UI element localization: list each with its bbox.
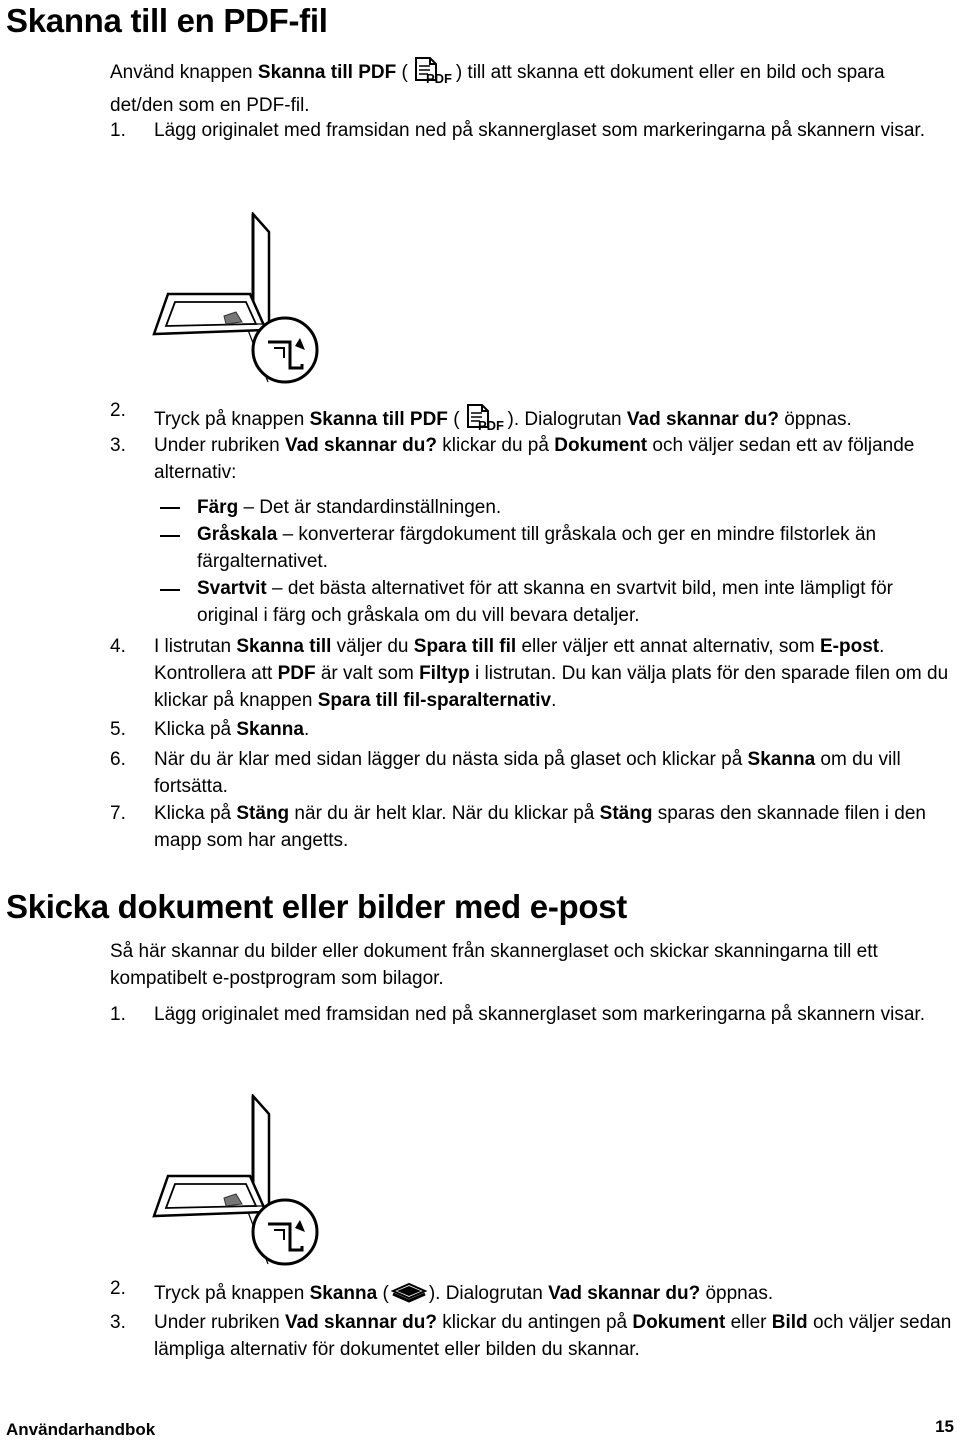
step-text: Under rubriken Vad skannar du? klickar du antingen på Dokument eller Bild och väljer sedan lämpliga alternativ för dokumentet eller bilden du skannar. — [154, 1312, 952, 1360]
section-title-email: Skicka dokument eller bilder med e-post — [6, 888, 627, 925]
page-number: 15 — [935, 1417, 954, 1436]
step-number: 2. — [110, 1278, 126, 1299]
step-number: 4. — [110, 636, 126, 657]
step-text: När du är klar med sidan lägger du nästa sida på glaset och klickar på Skanna om du vill fortsätta. — [154, 749, 901, 797]
step-number: 7. — [110, 803, 126, 824]
step-text: Lägg originalet med framsidan ned på skannerglaset som markeringarna på skannern visar. — [154, 1004, 925, 1025]
step-text: Klicka på Skanna. — [154, 719, 310, 740]
intro-paragraph: Så här skannar du bilder eller dokument från skannerglaset och skickar skanningarna till ett kompatibelt e-postprogram som bilagor. — [110, 941, 878, 989]
option-graskala: Gråskala – konverterar färgdokument till gråskala och ger en mindre filstorlek än färgalternativet. — [197, 524, 877, 572]
bullet-dash — [160, 535, 180, 537]
step-text: I listrutan Skanna till väljer du Spara till fil eller väljer ett annat alternativ, som E-post. Kontrollera att PDF är valt som Filtyp i listrutan. Du kan välja plats för den sparade filen om du klickar på knappen Spara till fil-sparalternativ. — [154, 636, 949, 711]
step-number: 5. — [110, 719, 126, 740]
step-number: 1. — [110, 120, 126, 141]
step-text: Klicka på Stäng när du är helt klar. När du klickar på Stäng sparas den skannade filen i den mapp som har angetts. — [154, 803, 927, 851]
option-svartvit: Svartvit – det bästa alternativet för att skanna en svartvit bild, men inte lämpligt för original i färg och gråskala om du vill bevara detaljer. — [197, 578, 893, 626]
step-number: 1. — [110, 1004, 126, 1025]
option-farg: Färg – Det är standardinställningen. — [197, 497, 502, 518]
step-text: Under rubriken Vad skannar du? klickar du på Dokument och väljer sedan ett av följande alternativ: — [154, 435, 915, 483]
footer-title: Användarhandbok — [6, 1420, 156, 1439]
step-text: Tryck på knappen Skanna till PDF ( PDF ). Dialogrutan Vad skannar du? öppnas. — [154, 403, 954, 439]
bullet-dash — [160, 507, 180, 509]
step-text: Tryck på knappen Skanna ( ). Dialogrutan Vad skannar du? öppnas. — [154, 1280, 954, 1313]
scan-to-pdf-icon — [408, 56, 456, 92]
svg-text:PDF: PDF — [477, 418, 504, 431]
step-number: 3. — [110, 1312, 126, 1333]
step-text: Lägg originalet med framsidan ned på skannerglaset som markeringarna på skannern visar. — [154, 120, 925, 141]
scanner-illustration — [150, 1094, 325, 1274]
section-title-scan-to-pdf: Skanna till en PDF-fil — [6, 2, 328, 39]
bullet-dash — [160, 589, 180, 591]
svg-text:PDF: PDF — [425, 71, 452, 84]
intro-paragraph: Använd knappen Skanna till PDF ( PDF ) till att skanna ett dokument eller en bild och spara det/den som en PDF-fil. — [110, 56, 945, 119]
scanner-illustration — [150, 212, 325, 392]
step-number: 6. — [110, 749, 126, 770]
step-number: 3. — [110, 435, 126, 456]
step-number: 2. — [110, 400, 126, 421]
